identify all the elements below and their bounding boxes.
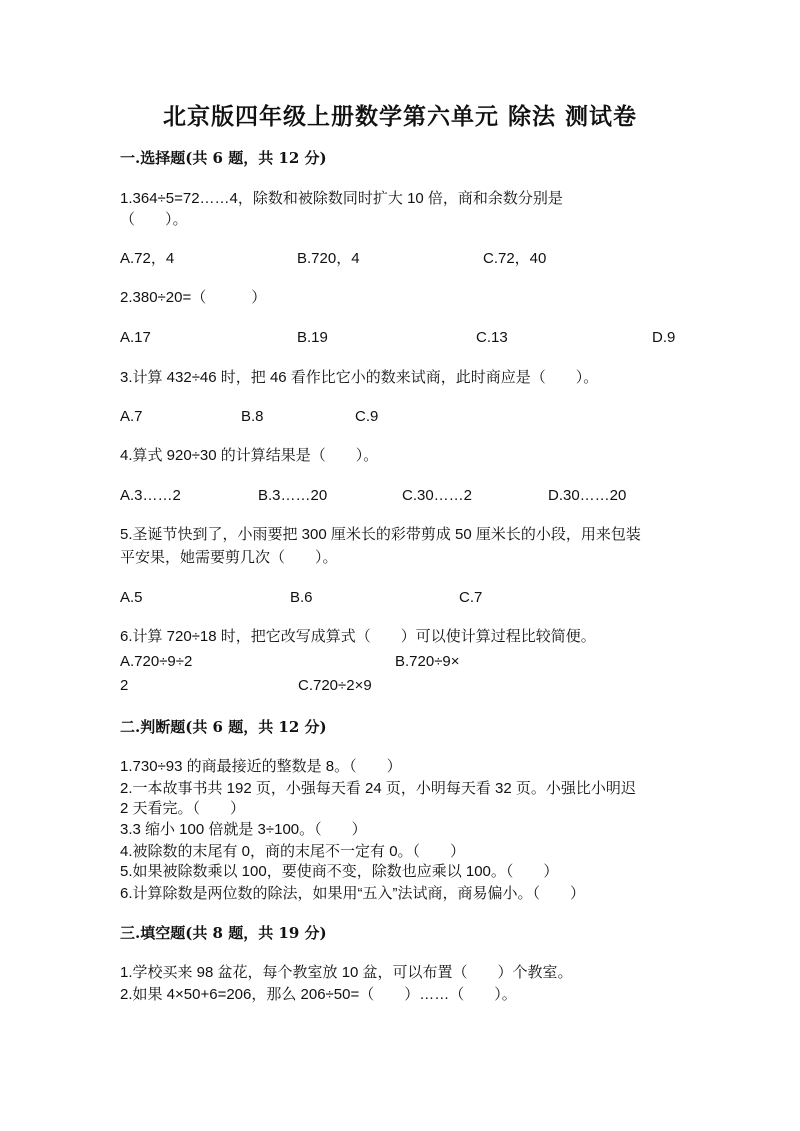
page-title: 北京版四年级上册数学第六单元 除法 测试卷 [162, 103, 637, 130]
judge-item-3: 3.3 缩小 100 倍就是 3÷100。（ ） [120, 821, 367, 838]
question-5-stem: 5.圣诞节快到了，小雨要把 300 厘米长的彩带剪成 50 厘米长的小段，用来包装 [120, 526, 641, 543]
q6-option-b: B.720÷9× [395, 653, 460, 670]
q4-option-a: A.3……2 [120, 487, 181, 504]
question-5-stem-cont: 平安果，她需要剪几次（ ）。 [120, 549, 338, 566]
fill-item-1: 1.学校买来 98 盆花，每个教室放 10 盆，可以布置（ ）个教室。 [120, 964, 573, 981]
judge-item-4: 4.被除数的末尾有 0，商的末尾不一定有 0。（ ） [120, 843, 466, 860]
q2-option-d: D.9 [652, 329, 676, 346]
q1-option-b: B.720，4 [297, 250, 360, 267]
question-1-stem-cont: （ ）。 [120, 211, 188, 228]
q4-option-c: C.30……2 [402, 487, 473, 504]
q6-option-b-cont: 2 [120, 677, 129, 694]
q3-option-b: B.8 [241, 408, 264, 425]
q3-option-a: A.7 [120, 408, 143, 425]
q2-option-c: C.13 [476, 329, 508, 346]
judge-item-1: 1.730÷93 的商最接近的整数是 8。（ ） [120, 758, 402, 775]
q6-option-a: A.720÷9÷2 [120, 653, 193, 670]
section-heading-choice: 一.选择题(共 6 题，共 12 分) [120, 149, 327, 167]
q6-option-c: C.720÷2×9 [298, 677, 372, 694]
q5-option-c: C.7 [459, 589, 483, 606]
q1-option-a: A.72，4 [120, 250, 175, 267]
q3-option-c: C.9 [355, 408, 379, 425]
question-3-stem: 3.计算 432÷46 时，把 46 看作比它小的数来试商，此时商应是（ ）。 [120, 369, 599, 386]
judge-item-2-cont: 2 天看完。（ ） [120, 800, 246, 817]
judge-item-5: 5.如果被除数乘以 100，要使商不变，除数也应乘以 100。（ ） [120, 863, 559, 880]
q2-option-a: A.17 [120, 329, 151, 346]
q2-option-b: B.19 [297, 329, 328, 346]
judge-item-2: 2.一本故事书共 192 页，小强每天看 24 页，小明每天看 32 页。小强比小明迟 [120, 780, 636, 797]
section-heading-judge: 二.判断题(共 6 题，共 12 分) [120, 718, 327, 736]
fill-item-2: 2.如果 4×50+6=206，那么 206÷50=（ ）……（ ）。 [120, 986, 517, 1003]
q4-option-d: D.30……20 [548, 487, 627, 504]
question-4-stem: 4.算式 920÷30 的计算结果是（ ）。 [120, 447, 379, 464]
q1-option-c: C.72，40 [483, 250, 547, 267]
judge-item-6: 6.计算除数是两位数的除法，如果用“五入”法试商，商易偏小。（ ） [120, 885, 586, 902]
question-6-stem: 6.计算 720÷18 时，把它改写成算式（ ）可以使计算过程比较简便。 [120, 628, 596, 645]
question-2-stem: 2.380÷20=（ ） [120, 289, 267, 306]
section-heading-fill: 三.填空题(共 8 题，共 19 分) [120, 924, 327, 942]
q4-option-b: B.3……20 [258, 487, 328, 504]
q5-option-b: B.6 [290, 589, 313, 606]
q5-option-a: A.5 [120, 589, 143, 606]
question-1-stem: 1.364÷5=72……4，除数和被除数同时扩大 10 倍，商和余数分别是 [120, 190, 563, 207]
